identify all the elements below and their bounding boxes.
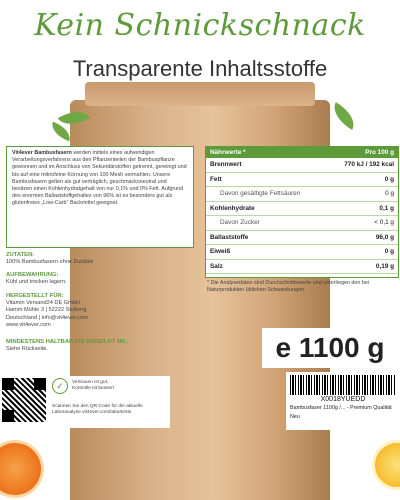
manufacturer-line: Hamm Mühle 3 | 52222 Stolberg: [6, 307, 87, 314]
qr-code-icon: [2, 378, 46, 422]
nutrition-row: [206, 231, 398, 246]
qr-scan-text: Scannen Sie den QR-Code für die aktuelle Laboranalyse vit4ever.com/labortests: [52, 404, 143, 415]
seal-text: Vertrauen ist gut, Kontrolle ist besser!: [72, 380, 115, 391]
nutrition-header-label: Nährwerte *: [210, 149, 246, 156]
barcode-product: Bambusfaser 1100g /... - Premium Qualität: [290, 405, 392, 411]
manufacturer-block: [6, 293, 186, 329]
nutrition-row-label: Ballaststoffe: [210, 233, 249, 241]
nutrition-row-label: Fett: [210, 175, 222, 183]
nutrition-row-value: 0 g: [384, 248, 394, 256]
nutrition-row-label: Salz: [210, 262, 223, 270]
bbd-title: MINDESTENS HALTBAR BIS ENDE/LOT NR.:: [6, 339, 129, 345]
storage-title: AUFBEWAHRUNG:: [6, 272, 59, 278]
description-brand: Vit4ever Bambusfasern: [12, 150, 72, 156]
nutrition-row-value: 770 kJ / 192 kcal: [344, 161, 394, 169]
description-body: werden mittels eines aufwendigen Verarbeitungsverfahrens aus den Pflanzenteilen der Bambuspflanze gewonnen und im Anschluss von Sekundärstoffen getrennt, gereinigt und bis auf eine mikrofeine Körnung von 100 Mesh vermahlen. Unsere Bambusfasern gelten als gut verträglich, geschmacksneutral und besitzen einen Kohlenhydratgehalt von nur 0,1% und 0% Fett. Aufgrund des enormen Ballaststoffgehaltes von 96% ist es besonders gut als glutenfreies „Low-Carb" Backmittel geeignet.: [12, 150, 187, 207]
barcode-condition: Neu: [290, 414, 300, 420]
storage-text: Kühl und trocken lagern.: [6, 279, 67, 286]
leaf-icon: [328, 102, 360, 130]
kraft-bag-seal: [85, 82, 315, 106]
barcode-label: [286, 372, 400, 430]
storage-block: [6, 272, 186, 286]
nutrition-note: * Die Analysedaten sind Durchschnittswerte und unterliegen den bei Naturprodukten üblichen Schwankungen.: [207, 280, 370, 293]
nutrition-row: [206, 187, 398, 202]
manufacturer-line: www.vit4ever.com: [6, 321, 51, 328]
lemon-slice-image: [372, 440, 400, 490]
headline: Kein Schnickschnack: [34, 8, 366, 43]
bbd-block: [6, 339, 186, 353]
nutrition-table: [205, 146, 399, 278]
qr-block: [0, 376, 170, 428]
nutrition-row: [206, 245, 398, 260]
subheadline: Transparente Inhaltsstoffe: [72, 56, 328, 81]
barcode-bars: [290, 375, 396, 395]
nutrition-row: [206, 216, 398, 231]
nutrition-header-value: Pro 100 g: [365, 149, 394, 156]
ingredients-title: ZUTATEN:: [6, 252, 35, 258]
net-weight: e 1100 g: [262, 328, 398, 368]
orange-slice-image: [0, 440, 44, 498]
nutrition-row-label: Brennwert: [210, 161, 242, 169]
check-seal-icon: ✓: [52, 378, 68, 394]
nutrition-row-value: < 0,1 g: [374, 219, 394, 227]
nutrition-header: [206, 147, 398, 158]
barcode-code: X0018YUEDD: [320, 396, 366, 403]
nutrition-row-label: Kohlenhydrate: [210, 204, 255, 212]
nutrition-row: [206, 260, 398, 275]
bbd-text: Siehe Rückseite.: [6, 346, 48, 353]
nutrition-row: [206, 202, 398, 217]
manufacturer-line: Deutschland | info@vit4ever.com: [6, 314, 88, 321]
nutrition-row-value: 0,19 g: [375, 262, 394, 270]
ingredients-text: 100% Bambusfasern ohne Zusätze: [6, 259, 94, 266]
nutrition-row-label: Eiweiß: [210, 248, 231, 256]
nutrition-row-value: 0 g: [385, 190, 394, 198]
nutrition-row-value: 0 g: [384, 175, 394, 183]
nutrition-row-value: 96,0 g: [375, 233, 394, 241]
nutrition-row: [206, 173, 398, 188]
description-card: [6, 146, 194, 248]
nutrition-row-value: 0,1 g: [379, 204, 394, 212]
nutrition-row: [206, 158, 398, 173]
description-text: [12, 150, 188, 208]
nutrition-row-label: Davon Zucker: [220, 219, 260, 227]
manufacturer-title: HERGESTELLT FÜR:: [6, 293, 64, 299]
manufacturer-line: Vitamin Versand24 DE GmbH: [6, 300, 80, 307]
nutrition-row-label: Davon gesättigte Fettsäuren: [220, 190, 301, 198]
ingredients-block: [6, 252, 186, 266]
